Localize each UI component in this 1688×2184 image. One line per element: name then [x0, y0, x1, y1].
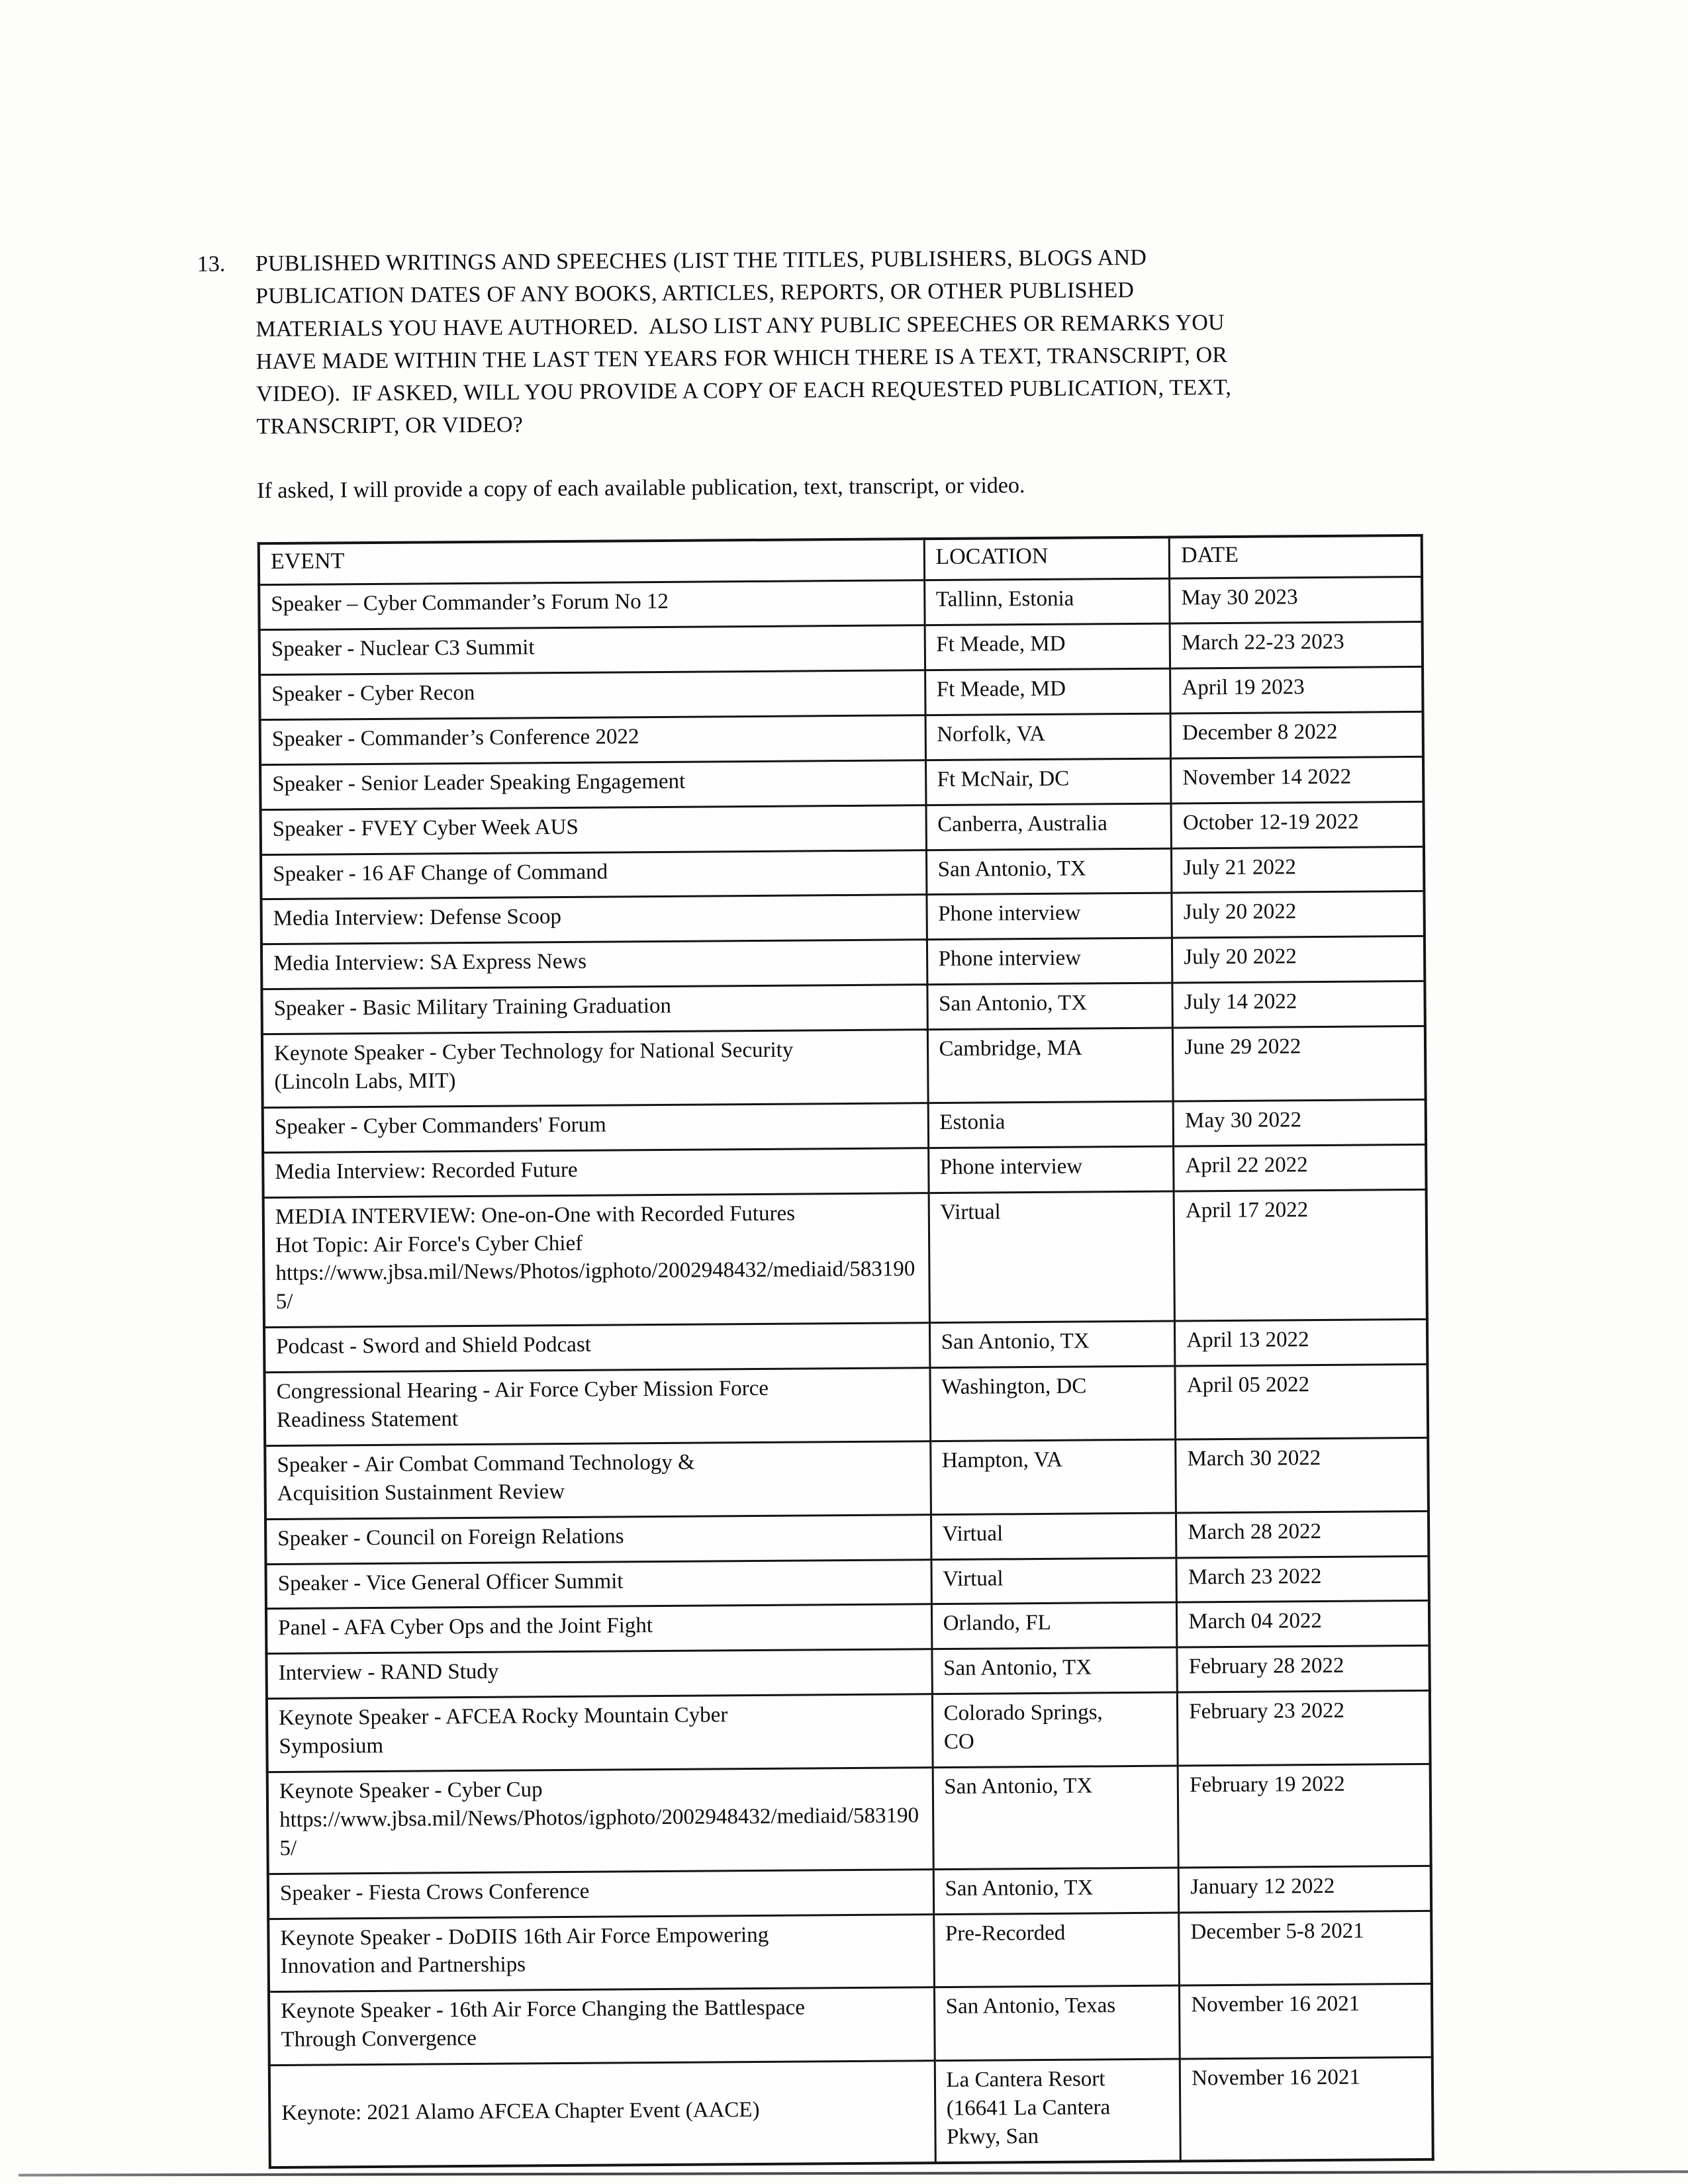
date-cell: February 28 2022 — [1177, 1646, 1430, 1693]
event-cell: Panel - AFA Cyber Ops and the Joint Fight — [266, 1604, 931, 1654]
location-cell: San Antonio, TX — [931, 1647, 1177, 1694]
date-cell: April 17 2022 — [1174, 1189, 1427, 1321]
date-cell: June 29 2022 — [1173, 1026, 1426, 1101]
event-cell: Podcast - Sword and Shield Podcast — [264, 1323, 929, 1373]
table-row — [259, 666, 1423, 719]
date-cell: March 04 2022 — [1177, 1601, 1430, 1648]
event-cell: Keynote Speaker - Cyber Cup https://www.jbsa.mil/News/Photos/igphoto/2002948432/mediaid/5831905/ — [267, 1768, 933, 1874]
event-cell: Keynote Speaker - 16th Air Force Changing the Battlespace Through Convergence — [269, 1987, 935, 2066]
table-row — [268, 1911, 1432, 1992]
page-bottom-scan-artifact — [19, 2170, 1688, 2176]
date-cell: November 16 2021 — [1180, 2057, 1432, 2161]
date-cell: July 20 2022 — [1172, 891, 1425, 938]
date-cell: March 30 2022 — [1176, 1437, 1429, 1512]
event-cell: Speaker - FVEY Cyber Week AUS — [261, 805, 926, 854]
location-cell: Ft Meade, MD — [925, 668, 1170, 715]
table-row — [261, 981, 1425, 1034]
event-cell: Speaker - Basic Military Training Graduation — [261, 985, 927, 1034]
event-cell: Speaker - 16 AF Change of Command — [261, 850, 926, 899]
location-cell: Virtual — [931, 1558, 1176, 1604]
event-cell: Speaker - Fiesta Crows Conference — [268, 1869, 933, 1919]
location-cell: Ft Meade, MD — [925, 623, 1170, 670]
date-cell: April 05 2022 — [1175, 1364, 1428, 1439]
table-row — [263, 1189, 1427, 1328]
event-cell: MEDIA INTERVIEW: One-on-One with Recorded Futures Hot Topic: Air Force's Cyber Chief https://www.jbsa.mil/News/Photos/igphoto/2002948432/mediaid/5831905/ — [263, 1193, 929, 1328]
table-row — [263, 1099, 1426, 1152]
date-cell: November 16 2021 — [1180, 1984, 1432, 2059]
location-cell: Ft McNair, DC — [925, 758, 1171, 805]
location-cell: Canberra, Australia — [925, 803, 1171, 850]
location-cell: Virtual — [929, 1191, 1175, 1323]
location-cell: Estonia — [928, 1101, 1174, 1148]
table-row — [261, 891, 1424, 944]
event-cell: Speaker - Council on Foreign Relations — [265, 1514, 931, 1564]
table-row — [261, 846, 1424, 899]
date-cell: July 20 2022 — [1172, 936, 1425, 983]
date-cell: April 22 2022 — [1174, 1144, 1427, 1191]
table-row — [260, 756, 1423, 809]
column-header-date: DATE — [1169, 535, 1422, 578]
event-cell: Keynote Speaker - DoDIIS 16th Air Force Empowering Innovation and Partnerships — [268, 1914, 934, 1992]
question-number: 13. — [197, 251, 226, 277]
event-cell: Speaker - Nuclear C3 Summit — [259, 625, 925, 675]
date-cell: January 12 2022 — [1178, 1866, 1431, 1913]
location-cell: Virtual — [931, 1513, 1176, 1559]
date-cell: May 30 2022 — [1173, 1099, 1426, 1146]
event-cell: Keynote Speaker - Cyber Technology for National Security (Lincoln Labs, MIT) — [262, 1030, 928, 1108]
event-cell: Speaker - Vice General Officer Summit — [265, 1559, 931, 1609]
location-cell: Norfolk, VA — [925, 713, 1171, 760]
date-cell: April 13 2022 — [1175, 1320, 1428, 1367]
table-row — [269, 1984, 1432, 2066]
table-row — [262, 1026, 1426, 1107]
date-cell: March 22-23 2023 — [1170, 621, 1423, 668]
date-cell: December 8 2022 — [1170, 711, 1423, 758]
location-cell: San Antonio, TX — [927, 983, 1172, 1029]
location-cell: Phone interview — [927, 938, 1172, 984]
event-cell: Keynote: 2021 Alamo AFCEA Chapter Event (AACE) — [269, 2061, 935, 2167]
date-cell: March 28 2022 — [1176, 1511, 1429, 1558]
date-cell: April 19 2023 — [1170, 666, 1423, 713]
location-cell: San Antonio, TX — [929, 1321, 1175, 1367]
table-row — [269, 2057, 1433, 2167]
date-cell: May 30 2023 — [1170, 577, 1423, 624]
location-cell: Pre-Recorded — [933, 1913, 1179, 1987]
location-cell: Cambridge, MA — [927, 1028, 1173, 1103]
location-cell: Phone interview — [926, 893, 1172, 939]
column-header-location: LOCATION — [924, 537, 1170, 580]
table-row — [259, 577, 1422, 630]
events-table — [258, 534, 1434, 2169]
event-cell: Speaker - Commander’s Conference 2022 — [260, 715, 925, 765]
table-row — [261, 936, 1425, 989]
table-row — [265, 1511, 1429, 1564]
location-cell: San Antonio, TX — [926, 848, 1172, 895]
location-cell: Orlando, FL — [931, 1602, 1177, 1649]
date-cell: July 21 2022 — [1172, 846, 1425, 893]
location-cell: San Antonio, TX — [933, 1766, 1179, 1869]
event-cell: Congressional Hearing - Air Force Cyber Mission Force Readiness Statement — [264, 1368, 930, 1446]
location-cell: Washington, DC — [929, 1366, 1175, 1441]
location-cell: Hampton, VA — [930, 1439, 1176, 1514]
date-cell: February 19 2022 — [1178, 1764, 1430, 1867]
location-cell: Tallinn, Estonia — [924, 578, 1170, 625]
question-13-block — [197, 240, 1410, 444]
location-cell: San Antonio, Texas — [934, 1985, 1180, 2060]
event-cell: Interview - RAND Study — [266, 1649, 931, 1699]
table-row — [264, 1364, 1428, 1445]
table-row — [261, 801, 1424, 854]
table-row — [266, 1646, 1429, 1699]
table-row — [267, 1764, 1431, 1874]
event-cell: Speaker - Air Combat Command Technology & Acquisition Sustainment Review — [265, 1441, 931, 1520]
table-row — [259, 621, 1423, 674]
table-row — [263, 1144, 1426, 1197]
table-row — [266, 1601, 1429, 1654]
event-cell: Speaker – Cyber Commander’s Forum No 12 — [259, 580, 924, 630]
date-cell: February 23 2022 — [1178, 1691, 1430, 1766]
table-row — [264, 1320, 1427, 1373]
date-cell: July 14 2022 — [1172, 981, 1425, 1028]
event-cell: Keynote Speaker - AFCEA Rocky Mountain Cyber Symposium — [267, 1694, 933, 1772]
question-text: PUBLISHED WRITINGS AND SPEECHES (LIST THE TITLES, PUBLISHERS, BLOGS AND PUBLICATION DATES OF ANY BOOKS, ARTICLES, REPORTS, OR OTHER PUBLISHED MATERIALS YOU HAVE AUTHORED. ALSO LIST ANY PUBLIC SPEECHES OR REMARKS YOU HAVE MADE WITHIN THE LAST TEN YEARS FOR WHICH THERE IS A TEXT, TRANSCRIPT, OR VIDEO). IF ASKED, WILL YOU PROVIDE A COPY OF EACH REQUESTED PUBLICATION, TEXT, TRANSCRIPT, OR VIDEO? — [255, 245, 1232, 439]
answer-text: If asked, I will provide a copy of each available publication, text, transcript, or video. — [257, 473, 1025, 503]
event-cell: Media Interview: Recorded Future — [263, 1148, 928, 1197]
event-cell: Speaker - Cyber Commanders' Forum — [263, 1103, 928, 1153]
date-cell: December 5-8 2021 — [1179, 1911, 1432, 1985]
location-cell: Colorado Springs, CO — [932, 1692, 1178, 1767]
table-row — [265, 1437, 1429, 1519]
event-cell: Media Interview: SA Express News — [261, 940, 927, 989]
table-row — [265, 1556, 1429, 1609]
event-cell: Speaker - Cyber Recon — [259, 670, 925, 720]
column-header-event: EVENT — [259, 539, 924, 585]
events-table-body — [259, 577, 1433, 2167]
location-cell: Phone interview — [928, 1146, 1174, 1193]
event-cell: Speaker - Senior Leader Speaking Engagement — [260, 760, 925, 809]
table-row — [267, 1691, 1430, 1772]
date-cell: November 14 2022 — [1171, 756, 1424, 803]
event-cell: Media Interview: Defense Scoop — [261, 895, 926, 944]
table-row — [268, 1866, 1431, 1919]
location-cell: La Cantera Resort (16641 La Cantera Pkwy, San — [935, 2059, 1181, 2163]
date-cell: October 12-19 2022 — [1171, 801, 1424, 848]
table-row — [260, 711, 1423, 764]
date-cell: March 23 2022 — [1176, 1556, 1429, 1603]
location-cell: San Antonio, TX — [933, 1868, 1179, 1914]
